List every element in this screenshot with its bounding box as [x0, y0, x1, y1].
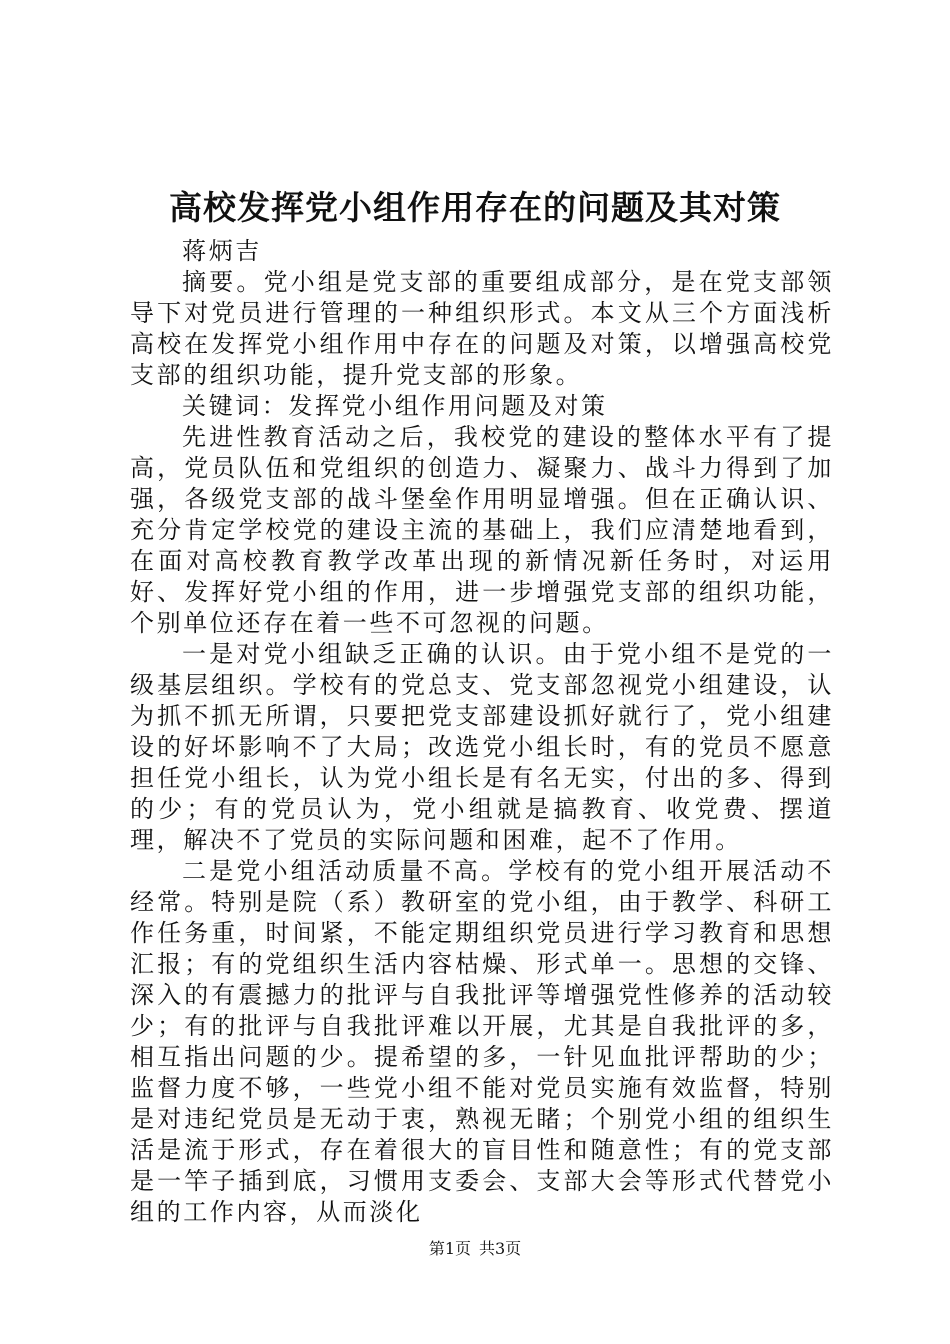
abstract-paragraph: 摘要。党小组是党支部的重要组成部分，是在党支部领导下对党员进行管理的一种组织形式。本文从三个方面浅析高校在发挥党小组作用中存在的问题及对策，以增强高校党支部的组织功能，提升党支部的形象。 — [130, 268, 834, 389]
author-line: 蒋炳吉 — [182, 237, 262, 265]
keywords-line: 关键词：发挥党小组作用问题及对策 — [182, 392, 608, 420]
body-paragraph: 先进性教育活动之后，我校党的建设的整体水平有了提高，党员队伍和党组织的创造力、凝聚力、战斗力得到了加强，各级党支部的战斗堡垒作用明显增强。但在正确认识、充分肯定学校党的建设主流的基础上，我们应清楚地看到，在面对高校教育教学改革出现的新情况新任务时，对运用好、发挥好党小组的作用，进一步增强党支部的组织功能，个别单位还存在着一些不可忽视的问题。 — [130, 423, 834, 637]
document-title: 高校发挥党小组作用存在的问题及其对策 — [169, 188, 781, 227]
page-number: 第1页 — [428, 1239, 471, 1258]
page-footer — [0, 1238, 950, 1260]
body-paragraph: 二是党小组活动质量不高。学校有的党小组开展活动不经常。特别是院（系）教研室的党小组，由于教学、科研工作任务重，时间紧，不能定期组织党员进行学习教育和思想汇报；有的党组织生活内容枯燥、形式单一。思想的交锋、深入的有震撼力的批评与自我批评等增强党性修养的活动较少；有的批评与自我批评难以开展，尤其是自我批评的多，相互指出问题的少。提希望的多，一针见血批评帮助的少；监督力度不够，一些党小组不能对党员实施有效监督，特别是对违纪党员是无动于衷，熟视无睹；个别党小组的组织生活是流于形式，存在着很大的盲目性和随意性；有的党支部是一竿子插到底，习惯用支委会、支部大会等形式代替党小组的工作内容，从而淡化 — [130, 857, 834, 1226]
document-body — [130, 236, 834, 1228]
body-paragraph: 一是对党小组缺乏正确的认识。由于党小组不是党的一级基层组织。学校有的党总支、党支部忽视党小组建设，认为抓不抓无所谓，只要把党支部建设抓好就行了，党小组建设的好坏影响不了大局；改选党小组长时，有的党员不愿意担任党小组长，认为党小组长是有名无实，付出的多、得到的少；有的党员认为，党小组就是搞教育、收党费、摆道理，解决不了党员的实际问题和困难，起不了作用。 — [130, 640, 834, 854]
page-total: 共3页 — [479, 1239, 522, 1258]
